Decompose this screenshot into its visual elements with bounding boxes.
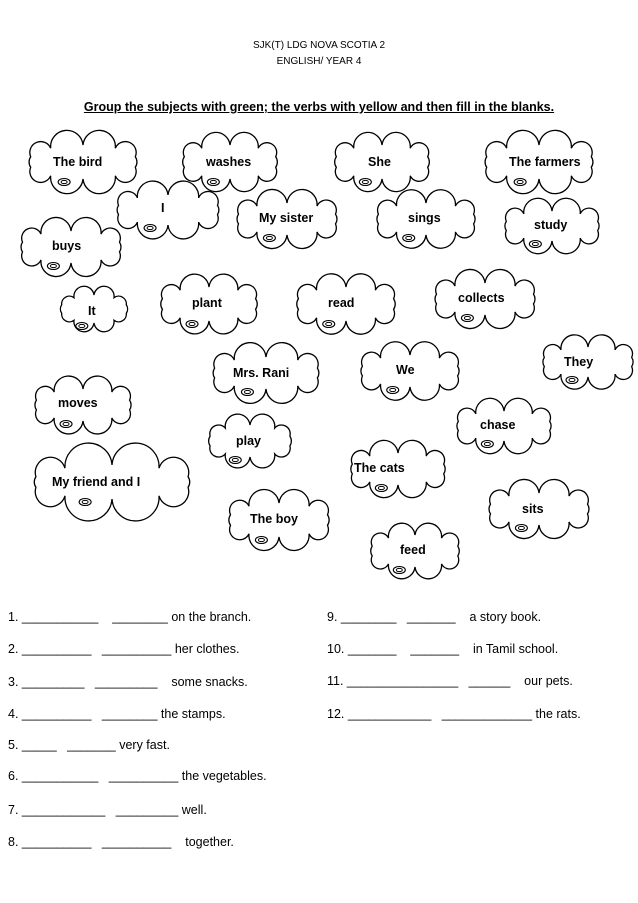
cloud-label: chase xyxy=(480,418,516,432)
cloud-feed[interactable] xyxy=(366,530,464,576)
cloud-label: My sister xyxy=(259,211,314,225)
cloud-collects[interactable] xyxy=(430,278,540,324)
subject-title: ENGLISH/ YEAR 4 xyxy=(276,56,362,67)
cloud-label: Mrs. Rani xyxy=(233,366,290,380)
cloud-the-bird[interactable] xyxy=(24,140,142,188)
cloud-my-sister[interactable] xyxy=(232,198,342,244)
cloud-she[interactable] xyxy=(330,140,434,188)
school-name: SJK(T) LDG NOVA SCOTIA 2 xyxy=(252,40,386,51)
cloud-label: buys xyxy=(52,239,82,253)
cloud-label: feed xyxy=(400,543,426,557)
cloud-my-friend-and-i[interactable] xyxy=(28,460,196,508)
cloud-it[interactable] xyxy=(56,290,132,332)
cloud-study[interactable] xyxy=(500,206,604,250)
cloud-the-boy[interactable] xyxy=(224,498,334,546)
sentence-3[interactable]: 3. _________ _________ some snacks. xyxy=(8,675,248,689)
sentence-2[interactable]: 2. __________ __________ her clothes. xyxy=(8,642,240,656)
cloud-label: They xyxy=(564,355,594,369)
sentence-1[interactable]: 1. ___________ ________ on the branch. xyxy=(8,610,252,624)
cloud-chase[interactable] xyxy=(452,406,556,450)
cloud-label: moves xyxy=(58,396,98,410)
cloud-read[interactable] xyxy=(292,282,400,330)
cloud-label: sits xyxy=(522,502,544,516)
cloud-label: study xyxy=(534,218,568,232)
sentence-6[interactable]: 6. ___________ __________ the vegetables. xyxy=(8,769,267,783)
cloud-label: The farmers xyxy=(509,155,581,169)
sentence-11[interactable]: 11. ________________ ______ our pets. xyxy=(327,674,573,688)
cloud-moves[interactable] xyxy=(30,384,136,430)
cloud-label: It xyxy=(88,304,96,318)
cloud-sings[interactable] xyxy=(372,198,480,244)
cloud-plant[interactable] xyxy=(156,282,262,330)
cloud-label: plant xyxy=(192,296,222,310)
cloud-label: read xyxy=(328,296,355,310)
sentence-9[interactable]: 9. ________ _______ a story book. xyxy=(327,610,542,624)
cloud-outline xyxy=(112,190,224,234)
sentence-5[interactable]: 5. _____ _______ very fast. xyxy=(8,738,170,752)
cloud-sits[interactable] xyxy=(484,488,594,534)
sentence-8[interactable]: 8. __________ __________ together. xyxy=(8,835,234,849)
sentence-7[interactable]: 7. ____________ _________ well. xyxy=(8,803,207,817)
cloud-washes[interactable] xyxy=(178,140,282,188)
cloud-label: The bird xyxy=(53,155,103,169)
cloud-mrs-rani[interactable] xyxy=(208,352,324,398)
sentence-10[interactable]: 10. _______ _______ in Tamil school. xyxy=(327,642,559,656)
cloud-label: We xyxy=(396,363,415,377)
cloud-they[interactable] xyxy=(538,342,638,386)
cloud-label: The boy xyxy=(250,512,298,526)
cloud-play[interactable] xyxy=(204,420,296,466)
cloud-i[interactable] xyxy=(112,190,224,234)
instruction: Group the subjects with green; the verbs with yellow and then fill in the blanks. xyxy=(83,100,555,114)
cloud-label: washes xyxy=(206,155,252,169)
sentence-12[interactable]: 12. ____________ _____________ the rats. xyxy=(327,707,581,721)
cloud-label: The cats xyxy=(354,461,405,475)
cloud-the-farmers[interactable] xyxy=(480,140,598,188)
cloud-label: I xyxy=(161,201,165,215)
cloud-buys[interactable] xyxy=(16,226,126,272)
cloud-label: collects xyxy=(458,291,505,305)
cloud-label: sings xyxy=(408,211,441,225)
cloud-label: She xyxy=(368,155,391,169)
cloud-we[interactable] xyxy=(356,350,464,396)
cloud-label: play xyxy=(236,434,262,448)
sentence-4[interactable]: 4. __________ ________ the stamps. xyxy=(8,707,226,721)
cloud-the-cats[interactable] xyxy=(346,448,450,494)
cloud-label: My friend and I xyxy=(52,475,141,489)
